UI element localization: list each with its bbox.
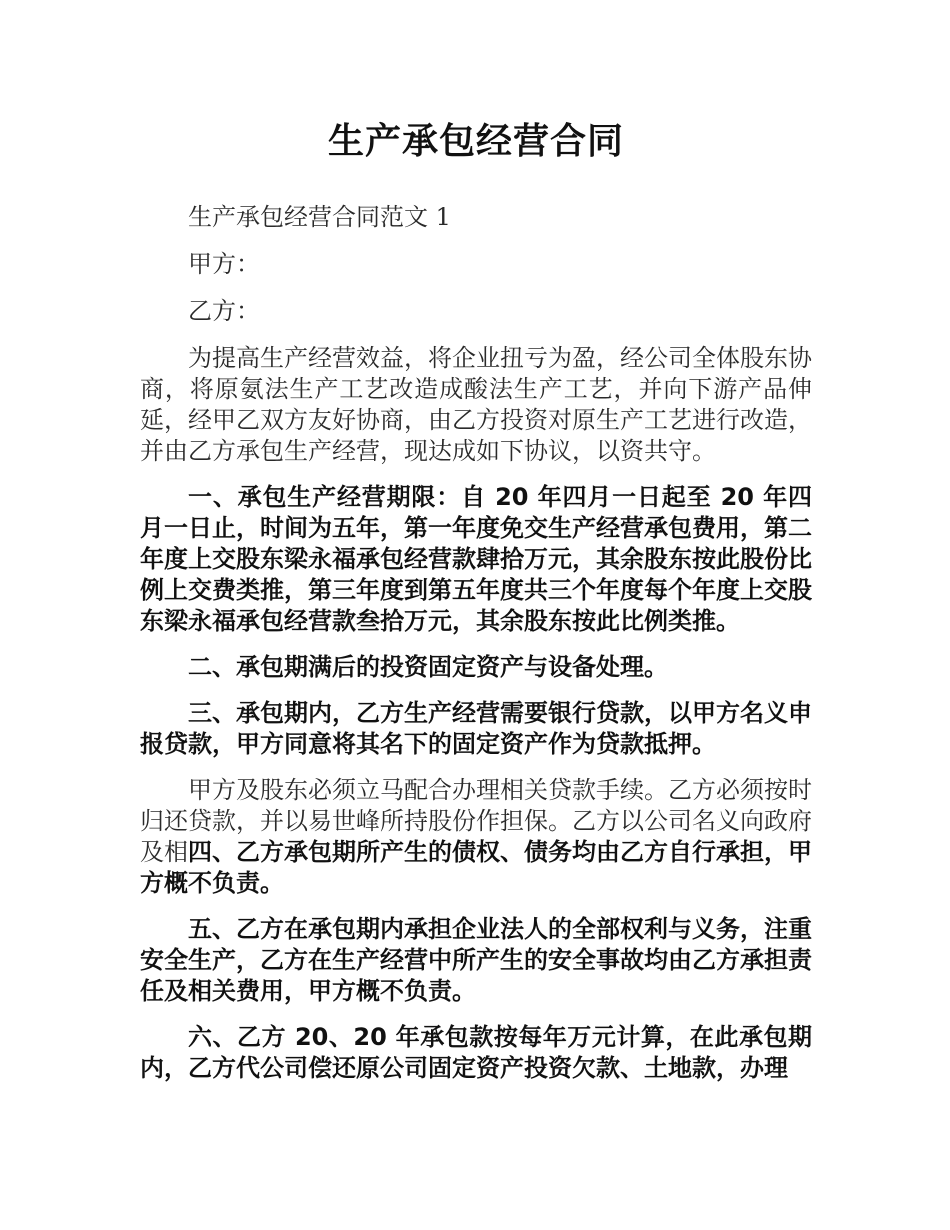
clause-1: 一、承包生产经营期限：自 20 年四月一日起至 20 年四月一日止，时间为五年，第一年度免交生产经营承包费用，第二年度上交股东梁永福承包经营款肆拾万元，其余股东按此股份比例上交费类推，第三年度到第五年度共三个年度每个年度上交股东梁永福承包经营款叁拾万元，其余股东按此比例类推。: [140, 483, 812, 635]
document-subtitle: 生产承包经营合同范文 1: [188, 203, 451, 231]
party-a-line: 甲方：: [188, 250, 260, 278]
clause-3-normal-text: 甲方及股东必须立马配合办理相关贷款手续。乙方必须按时归还贷款，并以易世峰所持股份作担保。乙方以公司名义向政府及相: [140, 776, 812, 866]
clause-6: 六、乙方 20、20 年承包款按每年万元计算，在此承包期内，乙方代公司偿还原公司固定资产投资欠款、土地款，办理: [140, 1023, 812, 1082]
clause-2: 二、承包期满后的投资固定资产与设备处理。: [188, 653, 668, 681]
clause-5: 五、乙方在承包期内承担企业法人的全部权利与义务，注重安全生产，乙方在生产经营中所产生的安全事故均由乙方承担责任及相关费用，甲方概不负责。: [140, 915, 812, 1005]
intro-paragraph: 为提高生产经营效益，将企业扭亏为盈，经公司全体股东协商，将原氨法生产工艺改造成酸法生产工艺，并向下游产品伸延，经甲乙双方友好协商，由乙方投资对原生产工艺进行改造，并由乙方承包生产经营，现达成如下协议，以资共守。: [140, 344, 812, 465]
document-title: 生产承包经营合同: [327, 121, 624, 162]
party-b-line: 乙方：: [188, 297, 260, 325]
document-body: [140, 202, 812, 1099]
clause-4: 四、乙方承包期所产生的债权、债务均由乙方自行承担，甲方概不负责。: [140, 838, 812, 897]
clause-3: 三、承包期内，乙方生产经营需要银行贷款，以甲方名义申报贷款，甲方同意将其名下的固定资产作为贷款抵押。: [140, 699, 812, 758]
clause-3-continued: [140, 775, 812, 899]
